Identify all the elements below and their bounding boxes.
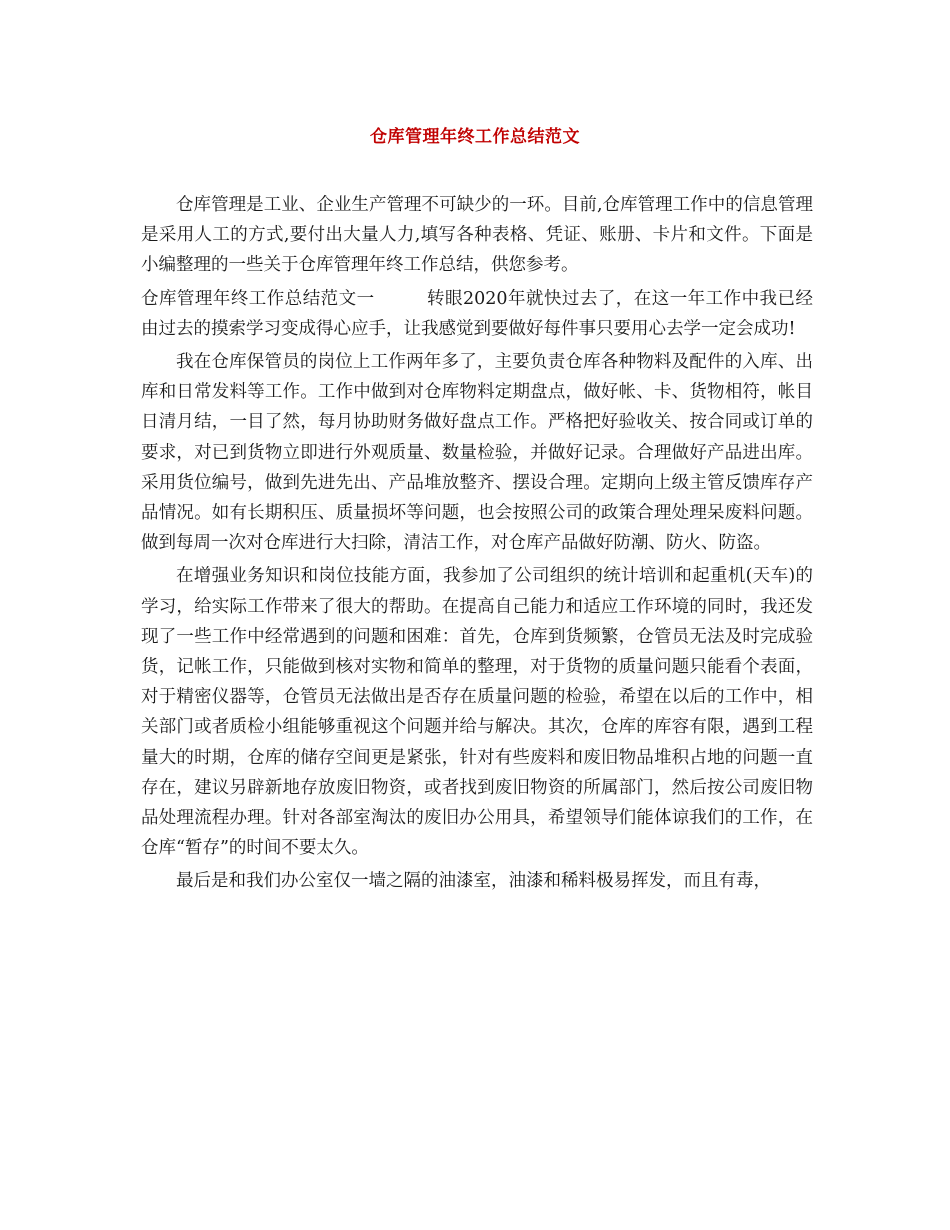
- document-body: [141, 190, 813, 900]
- body-paragraph: 我在仓库保管员的岗位上工作两年多了，主要负责仓库各种物料及配件的入库、出库和日常发料等工作。工作中做到对仓库物料定期盘点，做好帐、卡、货物相符，帐目日清月结，一目了然，每月协助财务做好盘点工作。严格把好验收关、按合同或订单的要求，对已到货物立即进行外观质量、数量检验，并做好记录。合理做好产品进出库。采用货位编号，做到先进先出、产品堆放整齐、摆设合理。定期向上级主管反馈库存产品情况。如有长期积压、质量损坏等问题，也会按照公司的政策合理处理呆废料问题。做到每周一次对仓库进行大扫除，清洁工作，对仓库产品做好防潮、防火、防盗。: [141, 352, 813, 554]
- section-one-paragraph: [141, 284, 813, 344]
- document-title: 仓库管理年终工作总结范文: [370, 127, 580, 147]
- body-paragraph: 在增强业务知识和岗位技能方面，我参加了公司组织的统计培训和起重机(天车)的学习，给实际工作带来了很大的帮助。在提高自己能力和适应工作环境的同时，我还发现了一些工作中经常遇到的问题和困难：首先，仓库到货频繁，仓管员无法及时完成验货，记帐工作，只能做到核对实物和简单的整理，对于货物的质量问题只能看个表面，对于精密仪器等，仓管员无法做出是否存在质量问题的检验，希望在以后的工作中，相关部门或者质检小组能够重视这个问题并给与解决。其次，仓库的库容有限，遇到工程量大的时期，仓库的储存空间更是紧张，针对有些废料和废旧物品堆积占地的问题一直存在，建议另辟新地存放废旧物资，或者找到废旧物资的所属部门，然后按公司废旧物品处理流程办理。针对各部室淘汰的废旧办公用具，希望领导们能体谅我们的工作，在仓库“暂存”的时间不要太久。: [141, 566, 813, 859]
- section-lead-text: 转眼2020年就快过去了，在这一年工作中我已经由过去的摸索学习变成得心应手，让我感觉到要做好每件事只要用心去学一定会成功!: [141, 288, 813, 339]
- section-heading: 仓库管理年终工作总结范文一: [141, 288, 375, 309]
- intro-paragraph: 仓库管理是工业、企业生产管理不可缺少的一环。目前,仓库管理工作中的信息管理是采用人工的方式,要付出大量人力,填写各种表格、凭证、账册、卡片和文件。下面是小编整理的一些关于仓库管理年终工作总结，供您参考。: [141, 195, 813, 276]
- body-paragraph: 最后是和我们办公室仅一墙之隔的油漆室，油漆和稀料极易挥发，而且有毒，: [176, 871, 771, 892]
